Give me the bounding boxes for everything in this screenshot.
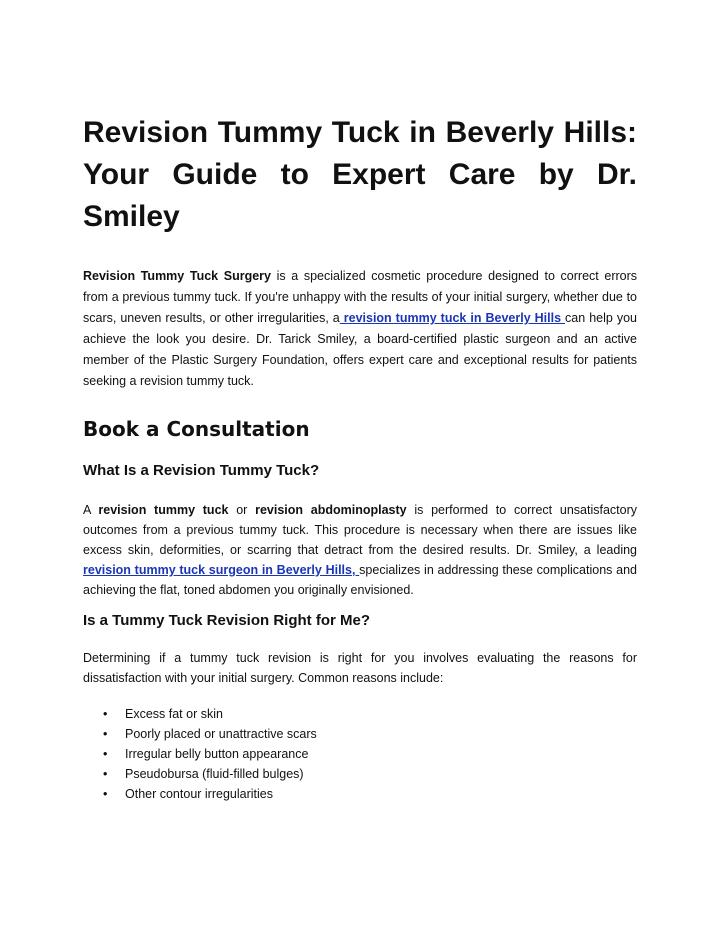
what-is-paragraph xyxy=(83,500,637,600)
bullet-icon: • xyxy=(103,747,108,761)
list-item xyxy=(83,724,637,744)
bullet-icon: • xyxy=(103,767,108,781)
list-item xyxy=(83,784,637,804)
what-text-1: A xyxy=(83,503,99,517)
what-bold-2: revision abdominoplasty xyxy=(255,503,407,517)
bullet-icon: • xyxy=(103,707,108,721)
list-item-text: Other contour irregularities xyxy=(125,787,273,801)
right-for-me-heading: Is a Tummy Tuck Revision Right for Me? xyxy=(83,612,370,629)
what-is-heading: What Is a Revision Tummy Tuck? xyxy=(83,462,320,479)
list-item xyxy=(83,704,637,724)
page-title: Revision Tummy Tuck in Beverly Hills: Your Guide to Expert Care by Dr. Smiley xyxy=(83,116,637,233)
revision-surgeon-link-suffix[interactable]: , xyxy=(351,563,360,577)
what-text-3: is performed to correct unsatisfactory outcomes from a previous tummy tuck. This procedure is necessary when there are issues like excess skin, deformities, or scarring that detract from the desired results. Dr. Smiley, a leading xyxy=(83,503,637,557)
bullet-icon: • xyxy=(103,727,108,741)
revision-surgeon-link[interactable]: revision tummy tuck surgeon in Beverly Hills xyxy=(83,563,352,577)
what-text-2: or xyxy=(228,503,256,517)
list-item xyxy=(83,744,637,764)
what-text-4: specializes in addressing these complications and achieving the flat, toned abdomen you originally envisioned. xyxy=(83,563,637,597)
list-item-text: Pseudobursa (fluid-filled bulges) xyxy=(125,767,304,781)
intro-text-2: can help you achieve the look you desire. Dr. Tarick Smiley, a board-certified plastic surgeon and an active member of the Plastic Surgery Foundation, offers expert care and exceptional results for patients seeking a revision tummy tuck. xyxy=(83,311,637,388)
list-item xyxy=(83,764,637,784)
intro-bold-lead: Revision Tummy Tuck Surgery xyxy=(83,269,271,283)
intro-text-1: is a specialized cosmetic procedure designed to correct errors from a previous tummy tuck. If you're unhappy with the results of your initial surgery, whether due to scars, uneven results, or other irregularities, a xyxy=(83,269,638,325)
reasons-list xyxy=(83,704,637,804)
right-for-me-paragraph: Determining if a tummy tuck revision is right for you involves evaluating the reasons for dissatisfaction with your initial surgery. Common reasons include: xyxy=(83,651,637,685)
book-consultation-heading: Book a Consultation xyxy=(83,417,310,441)
list-item-text: Poorly placed or unattractive scars xyxy=(125,727,317,741)
list-item-text: Irregular belly button appearance xyxy=(125,747,309,761)
intro-paragraph xyxy=(83,266,637,392)
what-bold-1: revision tummy tuck xyxy=(98,503,229,517)
revision-tummy-tuck-link[interactable]: revision tummy tuck in Beverly Hills xyxy=(339,311,566,325)
bullet-icon: • xyxy=(103,787,108,801)
list-item-text: Excess fat or skin xyxy=(125,707,223,721)
document-page xyxy=(83,112,637,804)
